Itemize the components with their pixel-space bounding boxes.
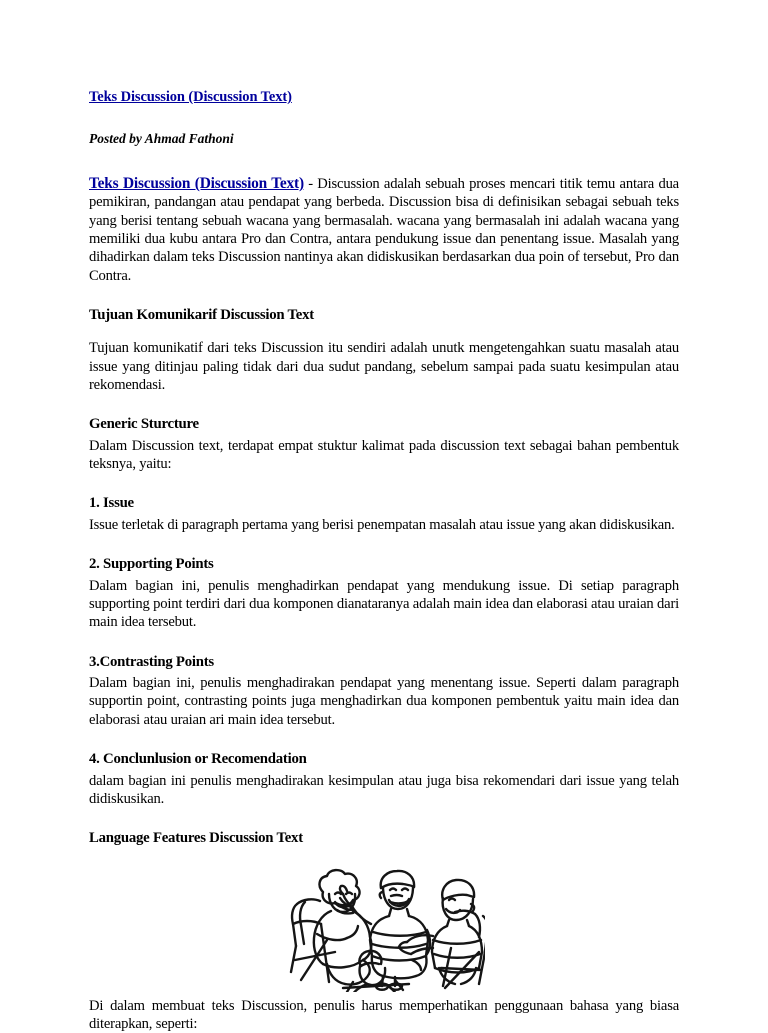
section-body-conclusion: dalam bagian ini penulis menghadirakan kesimpulan atau juga bisa rekomendari dari issue yang telah didiskusikan.	[89, 772, 679, 807]
page-title[interactable]: Teks Discussion (Discussion Text)	[89, 89, 292, 105]
section-heading-tujuan: Tujuan Komunikarif Discussion Text	[89, 306, 314, 323]
section-body-tujuan: Tujuan komunikatif dari teks Discussion itu sendiri adalah unutk mengetengahkan suatu masalah atau issue yang ditinjau paling tidak dari dua sudut pandang, sebelum sampai pada suatu kesimpulan atau rekomendasi.	[89, 340, 679, 393]
spacer	[89, 394, 679, 415]
section-heading-issue: 1. Issue	[89, 495, 134, 512]
intro-separator: -	[303, 176, 318, 192]
section-heading-language-features: Language Features Discussion Text	[89, 830, 303, 847]
spacer	[89, 808, 679, 829]
spacer	[89, 285, 679, 306]
group-discussion-illustration-icon	[283, 864, 485, 992]
section-heading-supporting-points: 2. Supporting Points	[89, 556, 214, 573]
section-body-issue: Issue terletak di paragraph pertama yang berisi penempatan masalah atau issue yang akan didiskusikan.	[89, 516, 675, 533]
intro-body: Discussion adalah sebuah proses mencari titik temu antara dua pemikiran, pandangan atau pendapat yang berbeda. Discussion bisa di definisikan sebagai sebuah teks yang berisi tentang sebuah wacana yang bermasalah. wacana yang bermasalah ini adalah wacana yang memiliki dua kubu antara Pro dan Contra, antara pendukung issue dan penentang issue. Masalah yang dihadirkan dalam teks Discussion nantinya akan didiskusikan berdasarkan dua poin of tersebut, Pro dan Contra.	[89, 176, 679, 284]
spacer	[89, 324, 679, 339]
intro-link[interactable]: Teks Discussion (Discussion Text)	[89, 175, 304, 192]
illustration-container	[89, 864, 679, 992]
spacer	[89, 473, 679, 494]
section-heading-conclusion: 4. Conclunlusion or Recomendation	[89, 751, 307, 768]
spacer	[89, 534, 679, 555]
section-heading-contrasting-points: 3.Contrasting Points	[89, 653, 214, 670]
intro-paragraph	[89, 174, 679, 285]
section-body-supporting-points: Dalam bagian ini, penulis menghadirkan pendapat yang mendukung issue. Di setiap paragraph supporting point terdiri dari dua komponen dianataranya adalah main idea dan elaborasi atau uraian dari main idea tersebut.	[89, 577, 679, 631]
byline: Posted by Ahmad Fathoni	[89, 131, 234, 147]
spacer	[89, 729, 679, 750]
section-heading-generic-structure: Generic Sturcture	[89, 416, 199, 433]
section-body-generic-structure: Dalam Discussion text, terdapat empat stuktur kalimat pada discussion text sebagai bahan pembentuk teksnya, yaitu:	[89, 437, 679, 473]
section-body-contrasting-points: Dalam bagian ini, penulis menghadirakan pendapat yang menentang issue. Seperti dalam paragraph supportin point, contrasting points juga menghadirkan dua komponen pembentuk yaitu main idea dan elaborasi atau uraian ari main idea tersebut.	[89, 675, 679, 728]
spacer	[89, 632, 679, 653]
closing-paragraph: Di dalam membuat teks Discussion, penulis harus memperhatikan penggunaan bahasa yang biasa diterapkan, seperti:	[89, 997, 679, 1032]
